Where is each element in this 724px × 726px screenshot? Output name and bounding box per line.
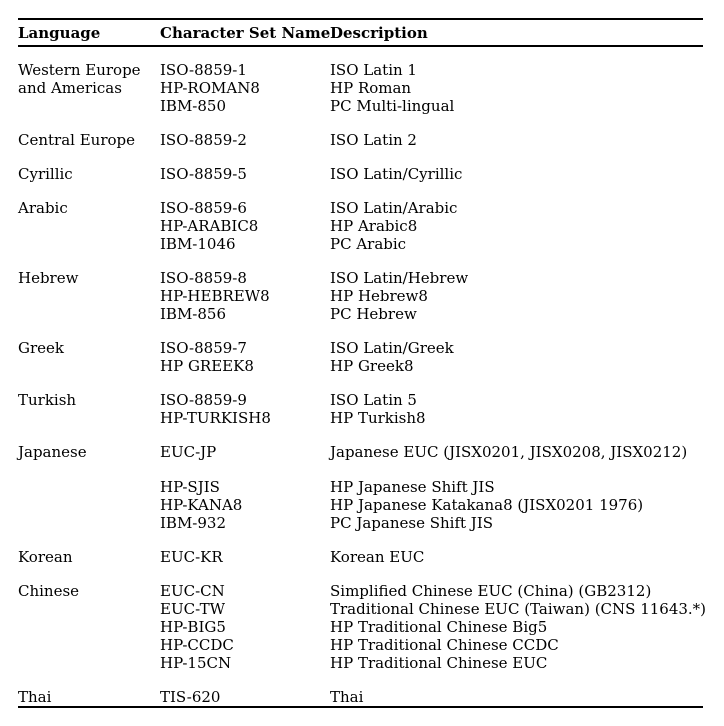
table-row (160, 305, 703, 323)
table-body (18, 61, 707, 706)
charset-description: HP Traditional Chinese Big5 (330, 618, 548, 636)
language-group (18, 688, 703, 706)
language-group-rows (160, 269, 703, 323)
table-row (160, 636, 703, 654)
language-group-rows (160, 165, 703, 183)
charset-name: ISO-8859-2 (160, 131, 247, 149)
charset-name: HP-15CN (160, 654, 232, 672)
character-set-table-page (18, 18, 707, 708)
charset-description: PC Arabic (330, 235, 407, 253)
charset-name: HP-ROMAN8 (160, 79, 260, 97)
language-group-rows (160, 339, 703, 375)
column-header-language: Language (18, 24, 101, 42)
charset-name: HP-TURKISH8 (160, 409, 271, 427)
column-header-charset: Character Set Name (160, 24, 331, 42)
charset-description: ISO Latin/Arabic (330, 199, 458, 217)
table-row (160, 391, 703, 409)
table-row (160, 618, 703, 636)
language-group (18, 165, 703, 183)
charset-description: HP Roman (330, 79, 412, 97)
table-row (160, 79, 703, 97)
charset-name: IBM-856 (160, 305, 227, 323)
language-group (18, 199, 703, 253)
table-top-rule (18, 18, 703, 20)
charset-description: HP Japanese Shift JIS (330, 478, 495, 496)
language-label: Korean (18, 548, 73, 566)
language-label: Turkish (18, 391, 77, 409)
language-label: Chinese (18, 582, 80, 600)
charset-name: TIS-620 (160, 688, 221, 706)
table-row (160, 287, 703, 305)
charset-description: Simplified Chinese EUC (China) (GB2312) (330, 582, 652, 600)
table-row (160, 61, 703, 79)
language-group (18, 582, 707, 672)
charset-description: PC Japanese Shift JIS (330, 514, 494, 532)
charset-description: HP Traditional Chinese CCDC (330, 636, 559, 654)
table-row (160, 217, 703, 235)
charset-name: HP-HEBREW8 (160, 287, 270, 305)
charset-name: IBM-932 (160, 514, 227, 532)
charset-description: PC Multi-lingual (330, 97, 455, 115)
table-row (160, 600, 707, 618)
charset-name: IBM-850 (160, 97, 227, 115)
language-label: Hebrew (18, 269, 79, 287)
charset-description: Traditional Chinese EUC (Taiwan) (CNS 11643.*) (330, 600, 707, 618)
charset-description: HP Arabic8 (330, 217, 418, 235)
column-header-description: Description (330, 24, 428, 42)
charset-name: ISO-8859-7 (160, 339, 247, 357)
language-group-rows (160, 131, 703, 149)
charset-description: ISO Latin 1 (330, 61, 417, 79)
language-group-rows (160, 688, 703, 706)
charset-name: HP-ARABIC8 (160, 217, 259, 235)
charset-description: ISO Latin/Greek (330, 339, 454, 357)
language-group (18, 548, 703, 566)
charset-description: HP Traditional Chinese EUC (330, 654, 548, 672)
language-label: Western Europe and Americas (18, 61, 141, 97)
table-header-rule (18, 45, 703, 47)
table-row (160, 409, 703, 427)
language-group (18, 269, 703, 323)
charset-description: HP Turkish8 (330, 409, 426, 427)
charset-name: ISO-8859-8 (160, 269, 247, 287)
charset-description: Thai (330, 688, 364, 706)
language-group-rows (160, 443, 703, 532)
language-group (18, 391, 703, 427)
table-row (160, 654, 703, 672)
language-label: Cyrillic (18, 165, 73, 183)
language-label: Japanese (18, 443, 87, 461)
language-label: Thai (18, 688, 52, 706)
charset-name: HP-CCDC (160, 636, 234, 654)
charset-name: HP-KANA8 (160, 496, 243, 514)
charset-name: HP-SJIS (160, 478, 220, 496)
charset-name: EUC-CN (160, 582, 225, 600)
charset-description: PC Hebrew (330, 305, 417, 323)
language-group-rows (160, 199, 703, 253)
charset-name: IBM-1046 (160, 235, 236, 253)
language-group-rows (160, 61, 703, 115)
language-group (18, 61, 703, 115)
charset-description: HP Japanese Katakana8 (JISX0201 1976) (330, 496, 644, 514)
language-group-rows (160, 391, 703, 427)
language-group (18, 443, 703, 532)
table-row (160, 131, 703, 149)
charset-description: ISO Latin/Cyrillic (330, 165, 463, 183)
charset-name: HP GREEK8 (160, 357, 254, 375)
table-row (160, 165, 703, 183)
table-row (160, 514, 703, 532)
charset-description: Japanese EUC (JISX0201, JISX0208, JISX0212) (330, 443, 688, 461)
table-row (160, 443, 703, 461)
language-label: Arabic (18, 199, 68, 217)
language-group (18, 131, 703, 149)
table-row (160, 339, 703, 357)
table-row (160, 357, 703, 375)
charset-name: HP-BIG5 (160, 618, 226, 636)
language-label: Greek (18, 339, 64, 357)
language-label: Central Europe (18, 131, 136, 149)
table-row (160, 496, 703, 514)
charset-description: ISO Latin 2 (330, 131, 417, 149)
charset-name: EUC-KR (160, 548, 223, 566)
table-row (160, 582, 703, 600)
charset-name: ISO-8859-5 (160, 165, 247, 183)
table-row (160, 269, 703, 287)
table-row (160, 235, 703, 253)
charset-description: HP Hebrew8 (330, 287, 428, 305)
charset-name: ISO-8859-9 (160, 391, 247, 409)
table-row (160, 548, 703, 566)
table-row (160, 688, 703, 706)
table-header-row (18, 24, 703, 42)
language-group (18, 339, 703, 375)
charset-name: EUC-TW (160, 600, 226, 618)
table-bottom-rule (18, 706, 703, 708)
charset-name: ISO-8859-6 (160, 199, 247, 217)
language-group-rows (160, 582, 707, 672)
charset-description: HP Greek8 (330, 357, 414, 375)
charset-description: ISO Latin/Hebrew (330, 269, 469, 287)
charset-description: ISO Latin 5 (330, 391, 417, 409)
charset-name: EUC-JP (160, 443, 217, 461)
charset-description: Korean EUC (330, 548, 425, 566)
table-row (160, 478, 703, 496)
table-row (160, 199, 703, 217)
language-group-rows (160, 548, 703, 566)
charset-name: ISO-8859-1 (160, 61, 247, 79)
table-row (160, 97, 703, 115)
